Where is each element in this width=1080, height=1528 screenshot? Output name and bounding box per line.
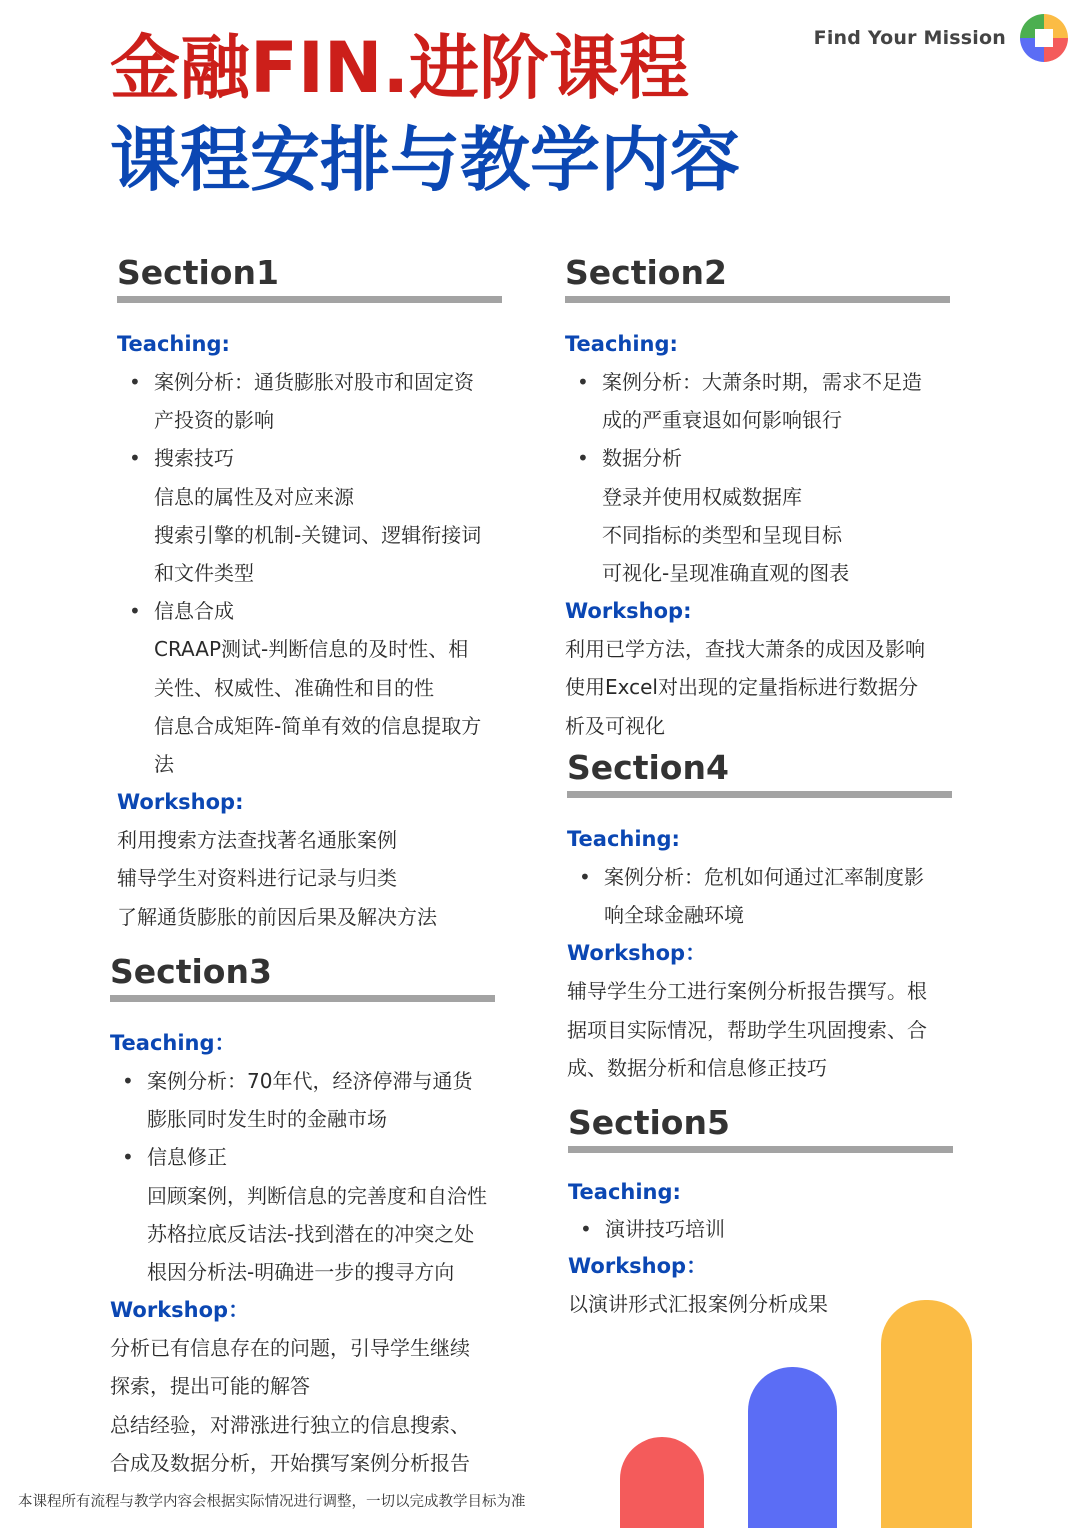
teaching-label: Teaching： — [110, 1031, 236, 1055]
list-item: 信息合成矩阵-简单有效的信息提取方 — [154, 713, 482, 738]
list-item: • 搜索技巧 — [117, 439, 537, 477]
section-title: Section1 — [117, 253, 279, 292]
list-item: 辅导学生对资料进行记录与归类 — [117, 866, 397, 891]
section-divider — [567, 791, 952, 798]
section-divider — [110, 995, 495, 1002]
workshop-label: Workshop： — [568, 1254, 708, 1278]
list-item: 可视化-呈现准确直观的图表 — [602, 561, 850, 586]
list-item: • 信息合成 — [117, 592, 537, 630]
section-5 — [568, 1103, 988, 1323]
section-2 — [565, 253, 985, 745]
list-item: 辅导学生分工进行案例分析报告撰写。根 — [567, 979, 927, 1004]
teaching-label: Teaching: — [565, 332, 678, 356]
section-1 — [117, 253, 537, 936]
list-item: • 数据分析 — [565, 439, 985, 477]
list-item: 析及可视化 — [565, 713, 665, 738]
list-item: 总结经验，对滞涨进行独立的信息搜索、 — [110, 1412, 470, 1437]
list-item: • 信息修正 — [110, 1138, 530, 1176]
list-item: 以演讲形式汇报案例分析成果 — [568, 1292, 828, 1316]
list-item: 膨胀同时发生时的金融市场 — [147, 1107, 387, 1132]
brand — [814, 14, 1068, 62]
section-4 — [567, 748, 987, 1087]
teaching-label: Teaching: — [117, 332, 230, 356]
list-item: 探索，提出可能的解答 — [110, 1374, 310, 1399]
list-item: 响全球金融环境 — [604, 903, 744, 928]
list-item: 搜索引擎的机制-关键词、逻辑衔接词 — [154, 522, 482, 547]
list-item: • 演讲技巧培训 — [568, 1211, 988, 1247]
decorative-bar-red — [620, 1437, 704, 1528]
section-title: Section4 — [567, 748, 729, 787]
list-item: 使用Excel对出现的定量指标进行数据分 — [565, 675, 918, 700]
list-item: 分析已有信息存在的问题，引导学生继续 — [110, 1336, 470, 1361]
list-item: • 案例分析：危机如何通过汇率制度影 — [567, 858, 987, 896]
workshop-label: Workshop： — [567, 941, 707, 966]
list-item: 利用已学方法，查找大萧条的成因及影响 — [565, 637, 925, 662]
page-subtitle: 课程安排与教学内容 — [110, 119, 740, 201]
section-3 — [110, 952, 530, 1482]
list-item: 不同指标的类型和呈现目标 — [602, 522, 842, 547]
list-item: • 案例分析：大萧条时期，需求不足造 — [565, 363, 985, 401]
list-item: 成、数据分析和信息修正技巧 — [567, 1055, 827, 1080]
teaching-label: Teaching: — [567, 827, 680, 851]
workshop-label: Workshop： — [110, 1298, 250, 1323]
list-item: 苏格拉底反诘法-找到潜在的冲突之处 — [147, 1221, 475, 1246]
page-title: 金融FIN.进阶课程 — [110, 27, 690, 109]
section-divider — [565, 296, 950, 303]
list-item: 了解通货膨胀的前因后果及解决方法 — [117, 904, 437, 929]
list-item: CRAAP测试-判断信息的及时性、相 — [154, 637, 469, 662]
section-title: Section5 — [568, 1103, 730, 1142]
list-item: 根因分析法-明确进一步的搜寻方向 — [147, 1260, 455, 1285]
brand-logo-icon — [1020, 14, 1068, 62]
list-item: 合成及数据分析，开始撰写案例分析报告 — [110, 1450, 470, 1475]
list-item: 和文件类型 — [154, 561, 254, 586]
footnote: 本课程所有流程与教学内容会根据实际情况进行调整，一切以完成教学目标为准 — [18, 1494, 526, 1510]
section-divider — [117, 296, 502, 303]
section-title: Section2 — [565, 253, 727, 292]
list-item: 信息的属性及对应来源 — [154, 484, 354, 509]
list-item: 关性、权威性、准确性和目的性 — [154, 675, 434, 700]
section-title: Section3 — [110, 952, 272, 991]
section-divider — [568, 1146, 953, 1153]
list-item: 法 — [154, 752, 174, 777]
list-item: • 案例分析：70年代，经济停滞与通货 — [110, 1062, 530, 1100]
list-item: 登录并使用权威数据库 — [602, 484, 802, 509]
workshop-label: Workshop: — [117, 790, 244, 815]
teaching-label: Teaching: — [568, 1180, 681, 1204]
decorative-bar-blue — [748, 1367, 837, 1528]
brand-text: Find Your Mission — [813, 27, 1006, 49]
list-item: 利用搜索方法查找著名通胀案例 — [117, 828, 397, 853]
workshop-label: Workshop: — [565, 599, 692, 624]
list-item: 产投资的影响 — [154, 408, 274, 433]
list-item: 据项目实际情况，帮助学生巩固搜索、合 — [567, 1017, 927, 1042]
list-item: • 案例分析：通货膨胀对股市和固定资 — [117, 363, 537, 401]
decorative-bar-yellow — [881, 1300, 972, 1528]
list-item: 成的严重衰退如何影响银行 — [602, 408, 842, 433]
list-item: 回顾案例，判断信息的完善度和自洽性 — [147, 1183, 487, 1208]
